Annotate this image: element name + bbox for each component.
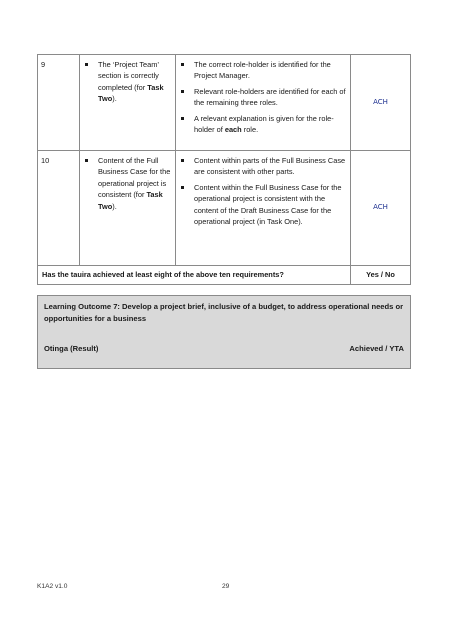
criterion-cell (80, 151, 176, 266)
result-label: Otinga (Result) (44, 344, 99, 353)
requirements-table (37, 54, 411, 285)
achieved-mark: ACH (373, 97, 388, 106)
requirement-number: 9 (38, 55, 80, 151)
summary-question: Has the tauira achieved at least eight of the above ten requirements? (38, 266, 351, 285)
learning-outcome-result-row (44, 343, 404, 355)
summary-answer: Yes / No (351, 266, 411, 285)
table-row (38, 55, 411, 151)
evidence-cell (176, 151, 351, 266)
evidence-item: Relevant role-holders are identified for each of the remaining three roles. (180, 86, 346, 109)
page-number: 29 (222, 583, 230, 590)
bullet-icon (181, 117, 184, 120)
achieved-mark: ACH (373, 203, 388, 212)
bullet-icon (181, 63, 184, 66)
bullet-icon (181, 186, 184, 189)
bullet-icon (85, 159, 88, 162)
evidence-item: The correct role-holder is identified for the Project Manager. (180, 59, 346, 82)
evidence-cell (176, 55, 351, 151)
table-row (38, 151, 411, 266)
result-cell (351, 55, 411, 151)
document-code: K1A2 v1.0 (37, 583, 68, 590)
bullet-icon (85, 63, 88, 66)
result-cell (351, 151, 411, 266)
criterion-cell (80, 55, 176, 151)
evidence-item: Content within parts of the Full Business Case are consistent with other parts. (180, 155, 346, 178)
criterion-item: Content of the Full Business Case for the operational project is consistent (for Task Two). (84, 155, 171, 212)
bullet-icon (181, 90, 184, 93)
bullet-icon (181, 159, 184, 162)
criterion-item: The ‘Project Team’ section is correctly completed (for Task Two). (84, 59, 171, 105)
learning-outcome-box (37, 295, 411, 369)
evidence-item: A relevant explanation is given for the role-holder of each role. (180, 113, 346, 136)
summary-row (38, 266, 411, 285)
evidence-item: Content within the Full Business Case for the operational project is consistent with the content of the Draft Business Case for the operational project (in Task One). (180, 182, 346, 228)
requirement-number: 10 (38, 151, 80, 266)
learning-outcome-title: Learning Outcome 7: Develop a project brief, inclusive of a budget, to address operational needs or opportunities for a business (44, 302, 404, 323)
result-value: Achieved / YTA (349, 344, 404, 353)
